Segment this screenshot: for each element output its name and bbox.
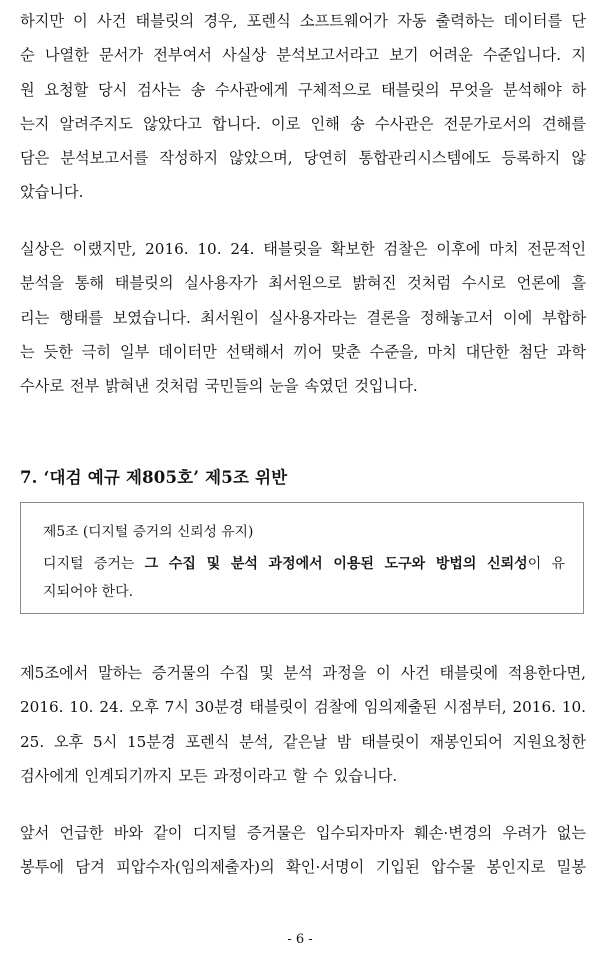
text-line: 분석을 통해 태블릿의 실사용자가 최서원으로 밝혀진 것처럼 수시로 언론에 흘: [20, 274, 586, 293]
paragraph-4: [20, 816, 586, 885]
paragraph-2: [20, 232, 586, 403]
rule-title: 제5조 (디지털 증거의 신뢰성 유지): [43, 524, 254, 540]
text-line: 2016. 10. 24. 오후 7시 30분경 태블릿이 검찰에 임의제출된 시점부터, 2016. 10.: [20, 698, 586, 717]
rule-line: 지되어야 한다.: [43, 584, 134, 600]
rule-text: 이 유: [527, 556, 565, 572]
page-number: - 6 -: [287, 932, 313, 947]
text-line: 25. 오후 5시 15분경 포렌식 분석, 같은날 밤 태블릿이 재봉인되어 지원요청한: [20, 732, 586, 751]
text-line: 담은 분석보고서를 작성하지 않았으며, 당연히 통합관리시스템에도 등록하지 않: [20, 149, 586, 168]
text-line: 원 요청할 당시 검사는 송 수사관에게 구체적으로 태블릿의 무엇을 분석해야 하: [20, 80, 586, 99]
rule-quote-box: [20, 502, 584, 614]
rule-emphasis: 그 수집 및 분석 과정에서 이용된 도구와 방법의 신뢰성: [144, 556, 528, 572]
rule-text: 디지털 증거는: [43, 556, 145, 572]
rule-body: [43, 550, 565, 606]
text-line: 리는 행태를 보였습니다. 최서원이 실사용자라는 결론을 정해놓고서 이에 부합하: [20, 308, 586, 327]
text-line: 는 듯한 극히 일부 데이터만 선택해서 끼어 맞춘 수준을, 마치 대단한 첨단 과학: [20, 342, 586, 361]
paragraph-1: [20, 4, 586, 210]
rule-line: [43, 550, 565, 578]
text-line: 하지만 이 사건 태블릿의 경우, 포렌식 소프트웨어가 자동 출력하는 데이터를 단: [20, 12, 586, 30]
text-line: 제5조에서 말하는 증거물의 수집 및 분석 과정을 이 사건 태블릿에 적용한다면,: [20, 664, 586, 682]
text-line: 검사에게 인계되기까지 모든 과정이라고 할 수 있습니다.: [20, 766, 398, 785]
text-line: 앞서 언급한 바와 같이 디지털 증거물은 입수되자마자 훼손·변경의 우려가 없는: [20, 824, 586, 842]
text-line: 순 나열한 문서가 전부여서 사실상 분석보고서라고 보기 어려운 수준입니다. 지: [20, 46, 586, 65]
text-line: 았습니다.: [20, 183, 84, 202]
text-line: 수사로 전부 밝혀낸 것처럼 국민들의 눈을 속였던 것입니다.: [20, 377, 418, 396]
section-heading: 7. ‘대검 예규 제805호’ 제5조 위반: [20, 468, 288, 487]
paragraph-3: [20, 656, 586, 793]
text-line: 봉투에 담겨 피압수자(임의제출자)의 확인·서명이 기입된 압수물 봉인지로 밀봉: [20, 858, 586, 877]
text-line: 실상은 이랬지만, 2016. 10. 24. 태블릿을 확보한 검찰은 이후에 마치 전문적인: [20, 240, 586, 258]
text-line: 는지 알려주지도 않았다고 합니다. 이로 인해 송 수사관은 전문가로서의 견해를: [20, 114, 586, 133]
